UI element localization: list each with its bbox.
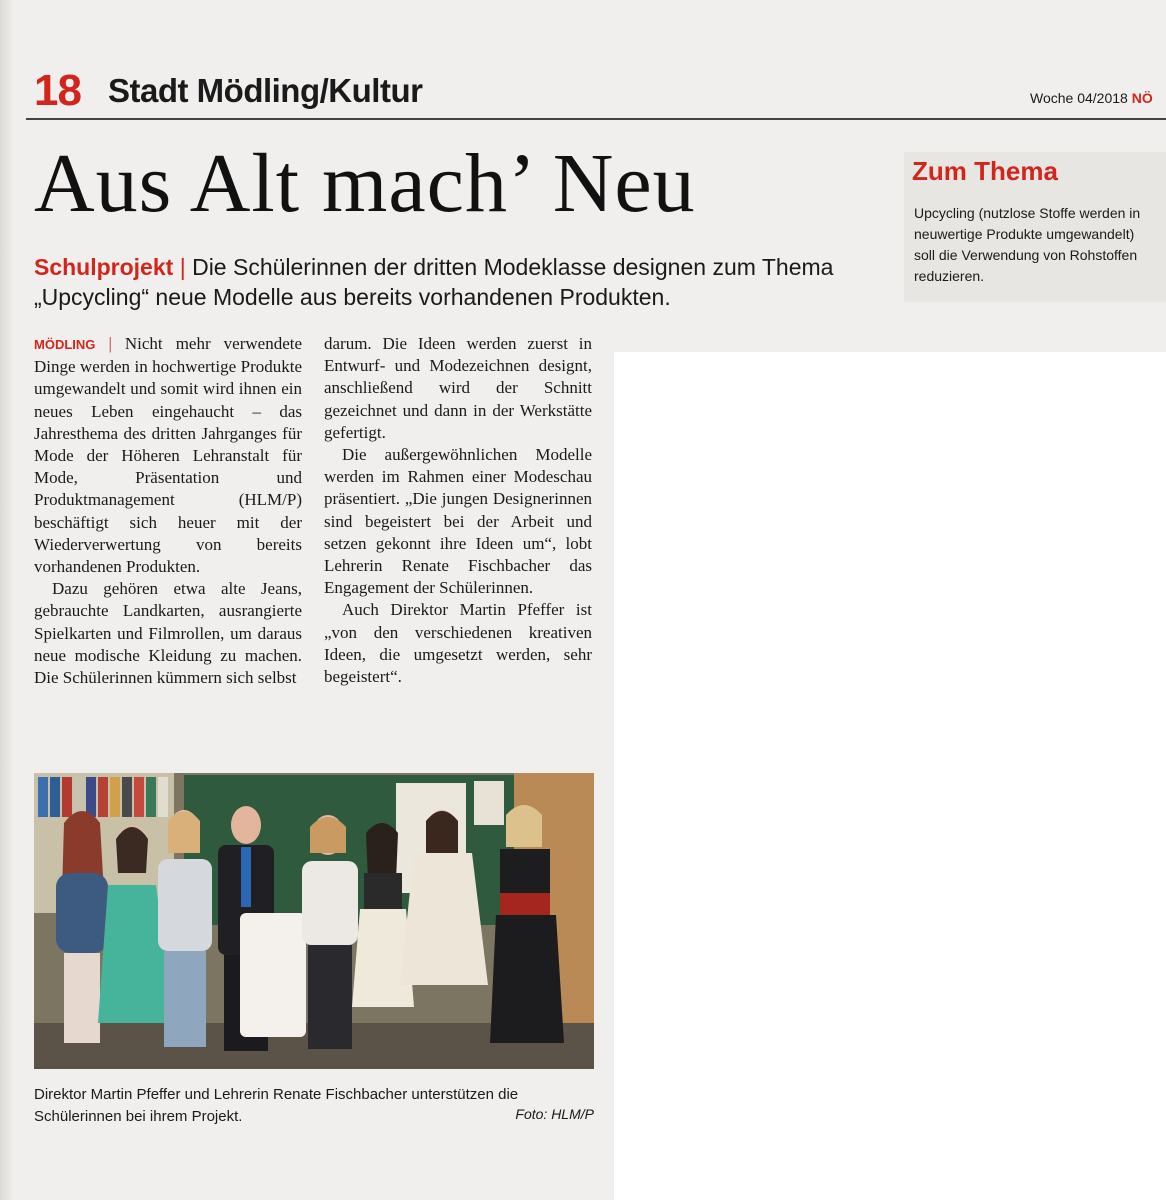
subheadline-text: Die Schülerinnen der dritten Modeklasse designen zum Thema „Upcycling“ neue Modelle aus bereits vorhandenen Produkten. (34, 254, 834, 310)
section-title: Stadt Mödling/Kultur (108, 72, 423, 109)
paragraph (34, 333, 302, 578)
issue-label (1030, 90, 1153, 106)
paragraph: Auch Direktor Martin Pfeffer ist „von den verschiedenen kreativen Ideen, die umgesetzt werden, sehr begeistert“. (324, 600, 592, 687)
headline: Aus Alt mach’ Neu (34, 137, 696, 230)
group-photo (34, 773, 594, 1069)
issue-week: Woche 04/2018 (1030, 90, 1128, 106)
paragraph: darum. Die Ideen werden zuerst in Entwurf- und Modezeichnen designt, anschließend wird der Schnitt gezeichnet und dann in der Werkstätte gefertigt. (324, 334, 592, 442)
photo-credit: Foto: HLM/P (515, 1106, 594, 1122)
subheadline (34, 252, 884, 312)
paper-edge-shadow (0, 0, 14, 1200)
dateline: MÖDLING (34, 337, 96, 352)
kicker: Schulprojekt (34, 254, 174, 280)
paragraph-text: Nicht mehr verwendete Dinge werden in hochwertige Produkte umgewandelt und somit wird ihnen ein neues Leben eingehaucht – das Jahresthema des dritten Jahrganges für Mode der Höheren Lehranstalt für Mode, Präsentation und Produktmanagement (HLM/P) beschäftigt sich heuer mit der Wiederverwertung von bereits vorhandenen Produkten. (34, 334, 303, 577)
paragraph: Die außergewöhnlichen Modelle werden im Rahmen einer Modeschau präsentiert. „Die jungen Designerinnen sind begeistert bei der Arbeit und setzen gekonnt ihre Ideen um“, lobt Lehrerin Renate Fischbacher das Engagement der Schülerinnen. (324, 445, 592, 598)
article-column-1 (34, 333, 302, 689)
kicker-separator: | (179, 254, 186, 280)
sidebar-text: Upcycling (nutzlose Stoffe werden in neuwertige Produkte umgewandelt) soll die Verwendung von Rohstoffen reduzieren. (914, 205, 1141, 284)
group-photo-illustration (34, 773, 594, 1069)
page-number: 18 (34, 66, 81, 115)
brand-fragment: NÖ (1131, 90, 1153, 106)
paragraph: Dazu gehören etwa alte Jeans, gebrauchte Landkarten, ausrangierte Spielkarten und Filmrollen, um daraus neue modische Kleidung zu machen. Die Schülerinnen kümmern sich selbst (34, 579, 302, 688)
sidebar-title: Zum Thema (912, 156, 1058, 186)
dateline-separator: | (108, 334, 112, 353)
article-column-2 (324, 333, 592, 688)
header-rule (26, 118, 1166, 120)
photo-caption: Direktor Martin Pfeffer und Lehrerin Renate Fischbacher unterstützen die Schülerinnen bei ihrem Projekt. (34, 1086, 519, 1125)
